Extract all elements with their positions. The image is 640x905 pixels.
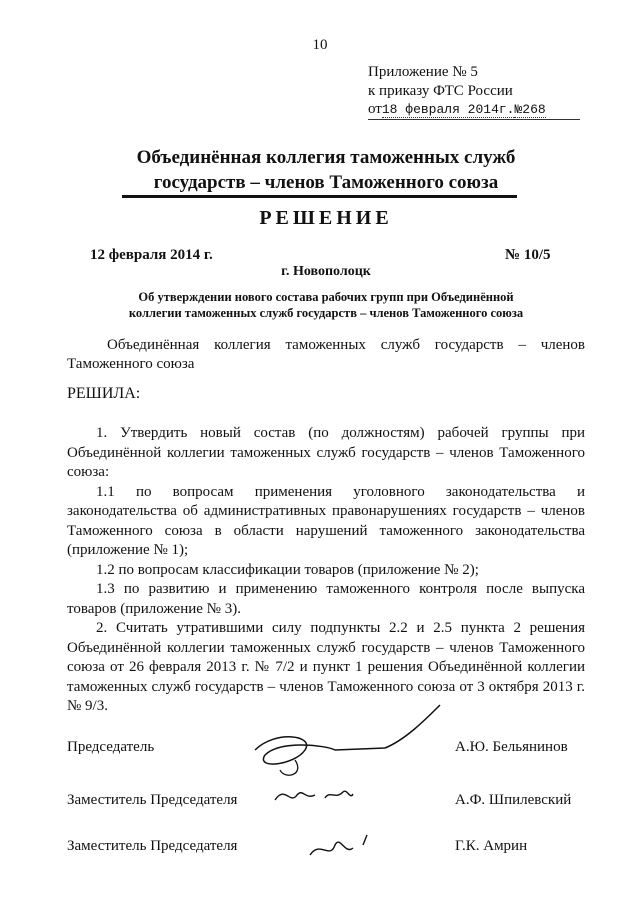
signatory-role: Заместитель Председателя — [67, 838, 238, 854]
resolved-heading: РЕШИЛА: — [67, 385, 141, 402]
appendix-line-2: к приказу ФТС России — [368, 83, 513, 99]
body-line: 1. Утвердить новый состав (по должностям) рабочей группы при — [96, 425, 585, 441]
signatory-name: А.Ю. Бельянинов — [455, 739, 568, 755]
body-line: Таможенного союза в области нарушений таможенного законодательства — [67, 523, 585, 539]
appendix-number: №268 — [514, 102, 546, 117]
decision-date: 12 февраля 2014 г. — [90, 247, 213, 263]
body-line: таможенных служб государств – членов Таможенного союза от 3 октября 2013 г. — [67, 679, 585, 695]
handwritten-signatures — [235, 700, 455, 870]
subject-line-2: коллегии таможенных служб государств – членов Таможенного союза — [128, 306, 524, 320]
body-line: 2. Считать утратившими силу подпункты 2.2 и 2.5 пункта 2 решения — [96, 620, 585, 636]
title-line-2: государств – членов Таможенного союза — [153, 172, 499, 193]
appendix-date: 18 февраля 2014г. — [381, 102, 515, 117]
page-number: 10 — [312, 37, 328, 53]
doc-type: РЕШЕНИЕ — [259, 207, 393, 229]
body-line: (приложение № 1); — [67, 542, 189, 558]
appendix-line-1: Приложение № 5 — [368, 64, 478, 80]
title-line-1: Объединённая коллегия таможенных служб — [136, 147, 516, 168]
appendix-prefix: от — [368, 101, 382, 117]
appendix-order-line — [368, 100, 580, 120]
body-line: Объединённой коллегии таможенных служб государств – членов Таможенного — [67, 640, 585, 656]
title-divider — [122, 195, 517, 198]
body-line: 1.2 по вопросам классификации товаров (приложение № 2); — [96, 562, 479, 578]
body-line: товаров (приложение № 3). — [67, 601, 241, 617]
body-line: Объединённой коллегии таможенных служб государств – членов Таможенного — [67, 445, 585, 461]
body-line: 1.3 по развитию и применению таможенного контроля после выпуска — [96, 581, 585, 597]
body-line: 1.1 по вопросам применения уголовного законодательства и — [96, 484, 585, 500]
intro-line-1: Объединённая коллегия таможенных служб государств – членов — [107, 337, 585, 353]
city: г. Новополоцк — [281, 264, 371, 279]
signatory-name: Г.К. Амрин — [455, 838, 528, 854]
signatory-name: А.Ф. Шпилевский — [455, 792, 572, 808]
subject-line-1: Об утверждении нового состава рабочих групп при Объединённой — [138, 290, 514, 304]
intro-line-2: Таможенного союза — [67, 356, 195, 372]
body-line: союза: — [67, 464, 110, 480]
signatory-role: Председатель — [67, 739, 155, 755]
decision-number: № 10/5 — [505, 247, 551, 263]
signatory-role: Заместитель Председателя — [67, 792, 238, 808]
body-line: законодательства об административных правонарушениях государств – членов — [67, 503, 585, 519]
body-line: № 9/3. — [67, 698, 108, 714]
body-line: союза от 26 февраля 2013 г. № 7/2 и пункт 1 решения Объединённой коллегии — [67, 659, 585, 675]
